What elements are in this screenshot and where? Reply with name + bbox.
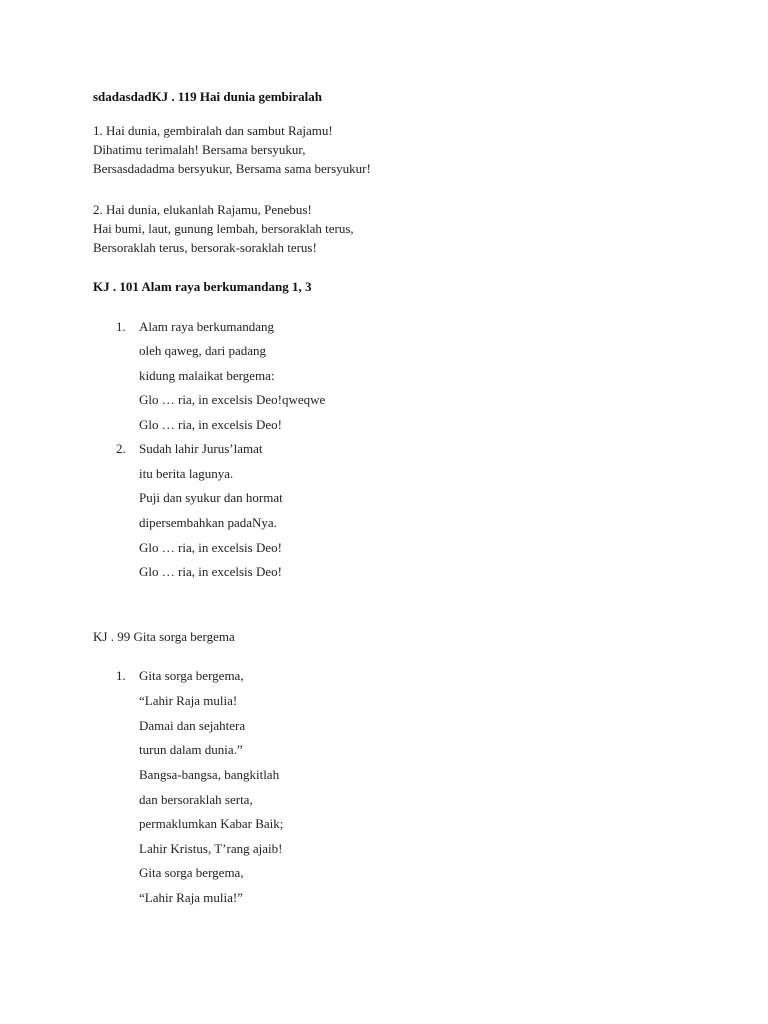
lyric-line: Gita sorga bergema, [139, 865, 244, 880]
lyric-line: Glo … ria, in excelsis Deo! [139, 540, 282, 555]
lyric-line: “Lahir Raja mulia!” [139, 890, 243, 905]
lyric-line: Glo … ria, in excelsis Deo! [139, 564, 282, 579]
song-title: KJ . 99 Gita sorga bergema [93, 629, 235, 644]
lyric-line: turun dalam dunia.” [139, 742, 243, 757]
lyric-line: dan bersoraklah serta, [139, 792, 253, 807]
lyric-line: Lahir Kristus, T’rang ajaib! [139, 841, 283, 856]
lyric-line: 1. Hai dunia, gembiralah dan sambut Rajamu! [93, 123, 333, 138]
lyric-line: oleh qaweg, dari padang [139, 343, 267, 358]
verse-number: 2. [116, 441, 126, 456]
lyric-line: itu berita lagunya. [139, 466, 234, 481]
lyric-line: Glo … ria, in excelsis Deo!qweqwe [139, 392, 326, 407]
lyric-line: Alam raya berkumandang [139, 319, 275, 334]
lyric-line: permaklumkan Kabar Baik; [139, 816, 284, 831]
lyric-line: 2. Hai dunia, elukanlah Rajamu, Penebus! [93, 202, 312, 217]
lyric-line: kidung malaikat bergema: [139, 368, 275, 383]
lyric-line: “Lahir Raja mulia! [139, 693, 238, 708]
lyric-line: Bersasdadadma bersyukur, Bersama sama bersyukur! [93, 161, 371, 176]
song-title: KJ . 101 Alam raya berkumandang 1, 3 [93, 279, 312, 294]
lyric-line: Glo … ria, in excelsis Deo! [139, 417, 282, 432]
lyric-line: Bersoraklah terus, bersorak-soraklah terus! [93, 240, 317, 255]
lyric-line: Damai dan sejahtera [139, 718, 246, 733]
lyric-line: Sudah lahir Jurus’lamat [139, 441, 263, 456]
lyric-line: Hai bumi, laut, gunung lembah, bersoraklah terus, [93, 221, 354, 236]
verse-number: 1. [116, 319, 126, 334]
lyric-line: Puji dan syukur dan hormat [139, 490, 283, 505]
verse-number: 1. [116, 668, 126, 683]
lyric-line: Gita sorga bergema, [139, 668, 244, 683]
lyric-line: dipersembahkan padaNya. [139, 515, 277, 530]
lyric-line: Dihatimu terimalah! Bersama bersyukur, [93, 142, 306, 157]
song-title: sdadasdadKJ . 119 Hai dunia gembiralah [93, 89, 323, 104]
lyric-line: Bangsa-bangsa, bangkitlah [139, 767, 280, 782]
